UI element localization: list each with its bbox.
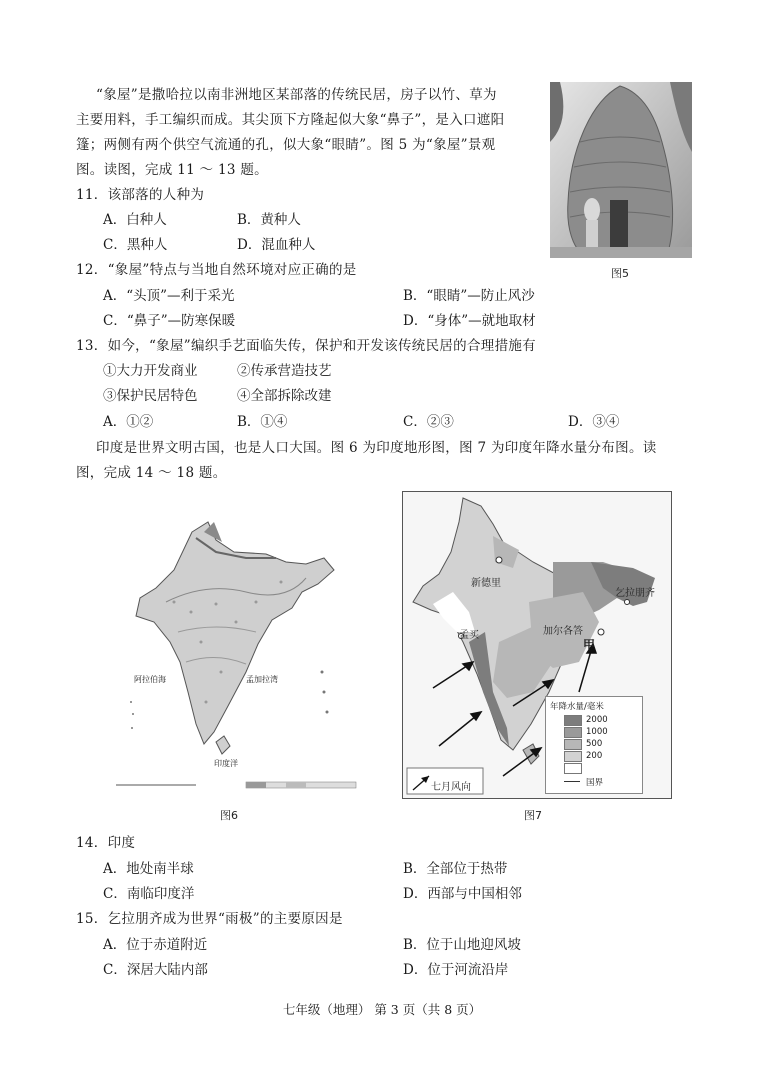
q12-stem: 12．“象屋”特点与当地自然环境对应正确的是 — [76, 262, 357, 278]
legend-swatch-1000 — [564, 727, 582, 738]
legend-title: 年降水量/毫米 — [550, 702, 604, 712]
q15-option-c[interactable]: C．深居大陆内部 — [103, 962, 208, 978]
border-line-icon — [564, 781, 580, 782]
q11-stem: 11．该部落的人种为 — [76, 187, 205, 203]
fig7-caption: 图7 — [524, 809, 542, 822]
intro2-line2: 图，完成 14 ～ 18 题。 — [76, 465, 227, 481]
legend-level-2000: 2000 — [586, 715, 608, 725]
india-topographic-map — [96, 492, 364, 798]
q11-option-c[interactable]: C．黑种人 — [103, 237, 168, 253]
q12-option-a[interactable]: A．“头顶”—利于采光 — [103, 288, 235, 304]
new-delhi-label: 新德里 — [471, 578, 501, 589]
q14-stem: 14．印度 — [76, 835, 136, 851]
precipitation-legend — [545, 696, 643, 794]
q12-option-d[interactable]: D．“身体”—就地取材 — [403, 313, 536, 329]
q15-option-d[interactable]: D．位于河流沿岸 — [403, 962, 509, 978]
legend-swatch-2000 — [564, 715, 582, 726]
bay-of-bengal-label: 孟加拉湾 — [246, 675, 278, 684]
legend-border-label: 国界 — [586, 778, 604, 788]
mumbai-label: 孟买 — [459, 630, 479, 641]
intro1-line4: 图。读图，完成 11 ～ 13 题。 — [76, 162, 268, 178]
legend-level-200: 200 — [586, 751, 603, 761]
q13-stem: 13．如今，“象屋”编织手艺面临失传，保护和开发该传统民居的合理措施有 — [76, 338, 536, 354]
page-footer: 七年级（地理） 第 3 页（共 8 页） — [282, 1002, 482, 1017]
q12-option-c[interactable]: C．“鼻子”—防寒保暖 — [103, 313, 236, 329]
kolkata-label: 加尔各答 — [543, 626, 583, 637]
q14-option-c[interactable]: C．南临印度洋 — [103, 886, 195, 902]
q15-stem: 15．乞拉朋齐成为世界“雨极”的主要原因是 — [76, 911, 343, 927]
cherrapunji-label: 乞拉朋齐 — [615, 588, 655, 599]
indian-ocean-label: 印度洋 — [214, 759, 238, 768]
q13-statement-1: ①大力开发商业 — [103, 363, 198, 379]
q13-option-b[interactable]: B．①④ — [237, 414, 288, 430]
point-jia-label: 甲 — [583, 638, 596, 652]
intro1-line2: 主要用料，手工编织而成。其尖顶下方隆起似大象“鼻子”，是入口遮阳 — [76, 112, 505, 128]
q13-statement-2: ②传承营造技艺 — [237, 363, 332, 379]
q11-option-a[interactable]: A．白种人 — [103, 212, 167, 228]
q13-option-c[interactable]: C．②③ — [403, 414, 454, 430]
q14-option-b[interactable]: B．全部位于热带 — [403, 861, 508, 877]
q14-option-d[interactable]: D．西部与中国相邻 — [403, 886, 522, 902]
q13-statement-4: ④全部拆除改建 — [237, 388, 332, 404]
legend-swatch-500 — [564, 739, 582, 750]
india-precipitation-map — [402, 491, 672, 799]
arabian-sea-label: 阿拉伯海 — [134, 675, 166, 684]
q11-option-b[interactable]: B．黄种人 — [237, 212, 301, 228]
q15-option-a[interactable]: A．位于赤道附近 — [103, 937, 208, 953]
q13-option-d[interactable]: D．③④ — [568, 414, 620, 430]
q15-option-b[interactable]: B．位于山地迎风坡 — [403, 937, 521, 953]
fig6-caption: 图6 — [220, 809, 238, 822]
q13-statement-3: ③保护民居特色 — [103, 388, 198, 404]
q13-option-a[interactable]: A．①② — [103, 414, 154, 430]
july-wind-label: 七月风向 — [431, 782, 471, 793]
legend-swatch-200 — [564, 751, 582, 762]
q14-option-a[interactable]: A．地处南半球 — [103, 861, 194, 877]
legend-level-500: 500 — [586, 739, 603, 749]
fig5-caption: 图5 — [611, 267, 629, 280]
q12-option-b[interactable]: B．“眼睛”—防止风沙 — [403, 288, 535, 304]
q11-option-d[interactable]: D．混血种人 — [237, 237, 316, 253]
intro2-line1: 印度是世界文明古国，也是人口大国。图 6 为印度地形图，图 7 为印度年降水量分布图。读 — [96, 440, 657, 456]
intro1-line3: 篷；两侧有两个供空气流通的孔，似大象“眼睛”。图 5 为“象屋”景观 — [76, 137, 496, 153]
legend-swatch-below-200 — [564, 763, 582, 774]
intro1-line1: “象屋”是撒哈拉以南非洲地区某部落的传统民居，房子以竹、草为 — [96, 87, 497, 103]
legend-level-1000: 1000 — [586, 727, 608, 737]
elephant-house-photo — [550, 82, 692, 258]
